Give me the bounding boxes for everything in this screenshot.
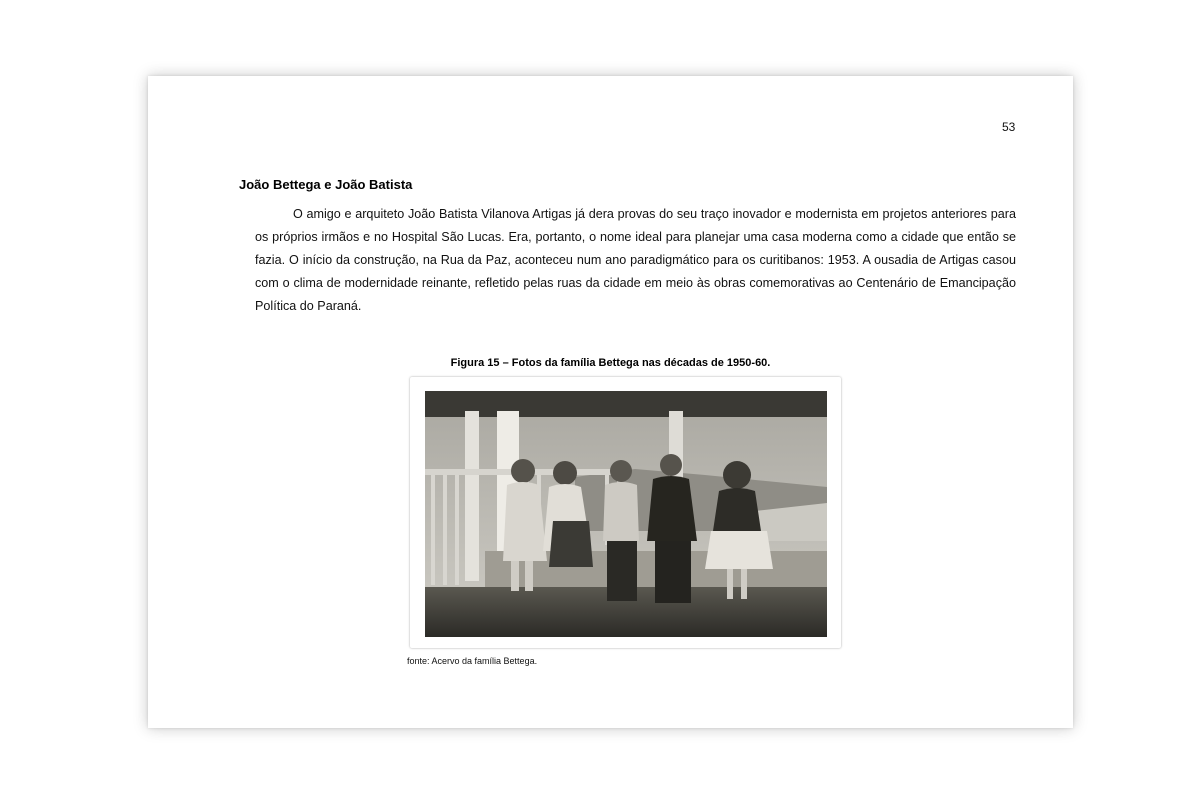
page-number: 53 [1002, 120, 1016, 134]
document-page [148, 76, 1073, 728]
section-heading: João Bettega e João Batista [239, 177, 413, 192]
photo-frame [410, 377, 841, 648]
body-paragraph: O amigo e arquiteto João Batista Vilanova Artigas já dera provas do seu traço inovador e modernista em projetos anteriores para os próprios irmãos e no Hospital São Lucas. Era, portanto, o nome ideal para planejar uma casa moderna como a cidade que então se fazia. O início da construção, na Rua da Paz, aconteceu num ano paradigmático para os curitibanos: 1953. A ousadia de Artigas casou com o clima de modernidade reinante, refletido pelas ruas da cidade em meio às obras comemorativas ao Centenário de Emancipação Política do Paraná. [255, 207, 1016, 313]
figure-caption: Figura 15 – Fotos da família Bettega nas décadas de 1950-60. [450, 357, 771, 369]
figure-source: fonte: Acervo da família Bettega. [407, 656, 538, 666]
family-photo-icon [425, 391, 827, 637]
